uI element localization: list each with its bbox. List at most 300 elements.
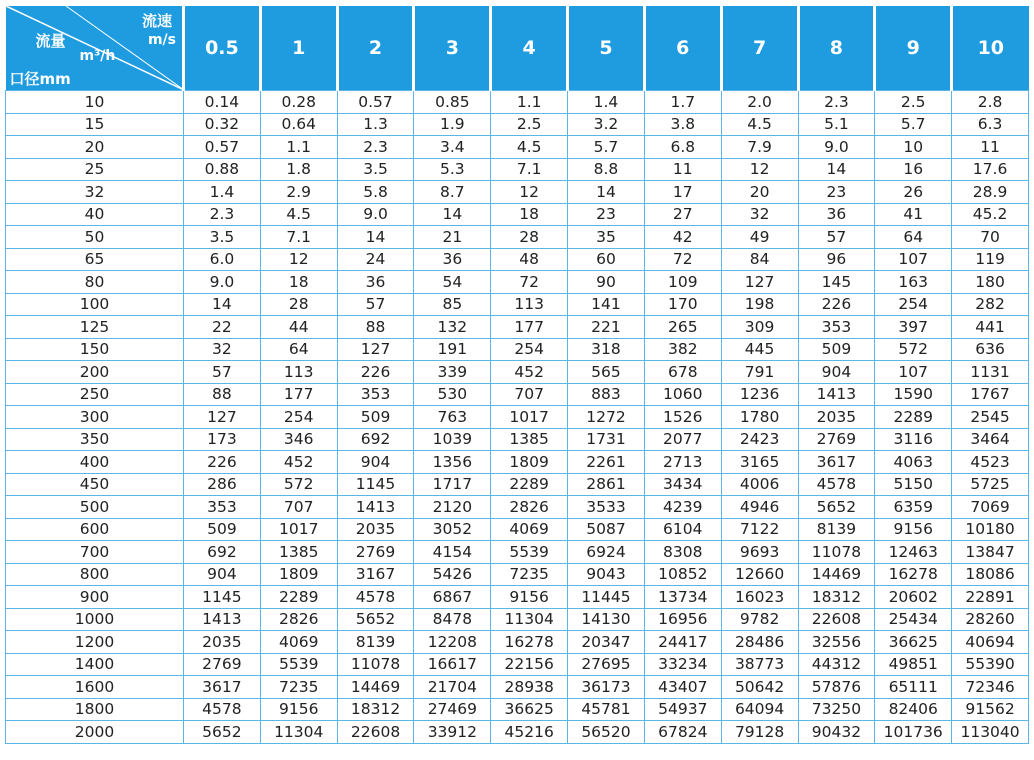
flow-cell: 141 bbox=[568, 293, 645, 316]
flow-cell: 1385 bbox=[491, 428, 568, 451]
flow-cell: 127 bbox=[721, 271, 798, 294]
flow-cell: 10852 bbox=[644, 563, 721, 586]
flow-cell: 346 bbox=[260, 428, 337, 451]
flow-cell: 1.7 bbox=[644, 91, 721, 114]
flow-cell: 36625 bbox=[875, 631, 952, 654]
flow-cell: 3.8 bbox=[644, 113, 721, 136]
flow-cell: 6.0 bbox=[184, 248, 261, 271]
table-row bbox=[6, 248, 1029, 271]
flow-cell: 7.9 bbox=[721, 136, 798, 159]
flow-cell: 8478 bbox=[414, 608, 491, 631]
velocity-header: 6 bbox=[644, 6, 721, 91]
table-row bbox=[6, 676, 1029, 699]
flow-cell: 88 bbox=[337, 316, 414, 339]
diameter-cell: 50 bbox=[6, 226, 184, 249]
flow-cell: 2.9 bbox=[260, 181, 337, 204]
flow-cell: 3052 bbox=[414, 518, 491, 541]
flow-cell: 5.8 bbox=[337, 181, 414, 204]
table-row bbox=[6, 383, 1029, 406]
flow-cell: 2769 bbox=[337, 541, 414, 564]
flow-cell: 90432 bbox=[798, 721, 875, 744]
flow-cell: 12463 bbox=[875, 541, 952, 564]
flow-cell: 22156 bbox=[491, 653, 568, 676]
flow-rate-table bbox=[5, 6, 1029, 744]
flow-cell: 28260 bbox=[952, 608, 1029, 631]
flow-cell: 16023 bbox=[721, 586, 798, 609]
diameter-cell: 80 bbox=[6, 271, 184, 294]
flow-cell: 2035 bbox=[798, 406, 875, 429]
diameter-cell: 1200 bbox=[6, 631, 184, 654]
flow-cell: 49 bbox=[721, 226, 798, 249]
flow-cell: 64 bbox=[875, 226, 952, 249]
table-row bbox=[6, 631, 1029, 654]
flow-cell: 1145 bbox=[184, 586, 261, 609]
flow-cell: 5.7 bbox=[568, 136, 645, 159]
flow-cell: 3434 bbox=[644, 473, 721, 496]
flow-cell: 41 bbox=[875, 203, 952, 226]
flow-cell: 1.1 bbox=[491, 91, 568, 114]
flow-cell: 173 bbox=[184, 428, 261, 451]
flow-cell: 5539 bbox=[491, 541, 568, 564]
flow-cell: 5652 bbox=[184, 721, 261, 744]
flow-cell: 2826 bbox=[491, 496, 568, 519]
flow-cell: 10 bbox=[875, 136, 952, 159]
flow-cell: 5539 bbox=[260, 653, 337, 676]
flow-cell: 127 bbox=[337, 338, 414, 361]
diameter-cell: 200 bbox=[6, 361, 184, 384]
diameter-cell: 150 bbox=[6, 338, 184, 361]
flow-cell: 22891 bbox=[952, 586, 1029, 609]
flow-cell: 3464 bbox=[952, 428, 1029, 451]
flow-cell: 904 bbox=[798, 361, 875, 384]
flow-cell: 4069 bbox=[260, 631, 337, 654]
flow-cell: 6.3 bbox=[952, 113, 1029, 136]
table-row bbox=[6, 563, 1029, 586]
flow-cell: 6867 bbox=[414, 586, 491, 609]
flow-cell: 82406 bbox=[875, 698, 952, 721]
flow-cell: 27469 bbox=[414, 698, 491, 721]
table-row bbox=[6, 226, 1029, 249]
flow-cell: 452 bbox=[260, 451, 337, 474]
diameter-cell: 1800 bbox=[6, 698, 184, 721]
table-row bbox=[6, 451, 1029, 474]
flow-cell: 397 bbox=[875, 316, 952, 339]
flow-cell: 119 bbox=[952, 248, 1029, 271]
flow-cell: 309 bbox=[721, 316, 798, 339]
flow-cell: 4006 bbox=[721, 473, 798, 496]
flow-cell: 254 bbox=[875, 293, 952, 316]
flow-cell: 286 bbox=[184, 473, 261, 496]
table-row bbox=[6, 608, 1029, 631]
flow-cell: 904 bbox=[184, 563, 261, 586]
flow-cell: 35 bbox=[568, 226, 645, 249]
flow-cell: 6104 bbox=[644, 518, 721, 541]
flow-cell: 3167 bbox=[337, 563, 414, 586]
flow-cell: 21 bbox=[414, 226, 491, 249]
flow-cell: 14 bbox=[568, 181, 645, 204]
flow-cell: 5.1 bbox=[798, 113, 875, 136]
flow-cell: 28 bbox=[260, 293, 337, 316]
diameter-cell: 350 bbox=[6, 428, 184, 451]
flow-cell: 45216 bbox=[491, 721, 568, 744]
flow-cell: 18312 bbox=[798, 586, 875, 609]
flow-cell: 48 bbox=[491, 248, 568, 271]
flow-cell: 43407 bbox=[644, 676, 721, 699]
flow-cell: 27695 bbox=[568, 653, 645, 676]
flow-cell: 177 bbox=[491, 316, 568, 339]
velocity-header: 9 bbox=[875, 6, 952, 91]
flow-cell: 3.5 bbox=[337, 158, 414, 181]
flow-cell: 9.0 bbox=[798, 136, 875, 159]
flow-cell: 107 bbox=[875, 248, 952, 271]
flow-cell: 60 bbox=[568, 248, 645, 271]
flow-cell: 2.5 bbox=[491, 113, 568, 136]
flow-cell: 16956 bbox=[644, 608, 721, 631]
flow-cell: 14 bbox=[414, 203, 491, 226]
flow-cell: 1145 bbox=[337, 473, 414, 496]
flow-cell: 16278 bbox=[491, 631, 568, 654]
flow-cell: 353 bbox=[184, 496, 261, 519]
flow-cell: 85 bbox=[414, 293, 491, 316]
flow-cell: 54937 bbox=[644, 698, 721, 721]
flow-cell: 18 bbox=[260, 271, 337, 294]
flow-cell: 2289 bbox=[491, 473, 568, 496]
flow-cell: 1039 bbox=[414, 428, 491, 451]
flow-cell: 64094 bbox=[721, 698, 798, 721]
flow-cell: 2.0 bbox=[721, 91, 798, 114]
diameter-cell: 250 bbox=[6, 383, 184, 406]
flow-cell: 3617 bbox=[798, 451, 875, 474]
flow-cell: 16617 bbox=[414, 653, 491, 676]
flow-cell: 36173 bbox=[568, 676, 645, 699]
flow-cell: 4946 bbox=[721, 496, 798, 519]
flow-cell: 509 bbox=[337, 406, 414, 429]
flow-cell: 14469 bbox=[337, 676, 414, 699]
flow-cell: 33234 bbox=[644, 653, 721, 676]
flow-cell: 7.1 bbox=[491, 158, 568, 181]
flow-cell: 9156 bbox=[491, 586, 568, 609]
diameter-cell: 65 bbox=[6, 248, 184, 271]
flow-cell: 14469 bbox=[798, 563, 875, 586]
flow-cell: 198 bbox=[721, 293, 798, 316]
flow-cell: 353 bbox=[337, 383, 414, 406]
flow-cell: 20347 bbox=[568, 631, 645, 654]
flow-cell: 113040 bbox=[952, 721, 1029, 744]
flow-cell: 9.0 bbox=[337, 203, 414, 226]
flow-cell: 441 bbox=[952, 316, 1029, 339]
flow-cell: 22608 bbox=[798, 608, 875, 631]
flow-cell: 22608 bbox=[337, 721, 414, 744]
flow-cell: 101736 bbox=[875, 721, 952, 744]
flow-cell: 282 bbox=[952, 293, 1029, 316]
flow-label: 流量 bbox=[35, 32, 66, 50]
flow-cell: 2035 bbox=[337, 518, 414, 541]
flow-cell: 72 bbox=[644, 248, 721, 271]
velocity-header: 8 bbox=[798, 6, 875, 91]
flow-cell: 5426 bbox=[414, 563, 491, 586]
flow-cell: 79128 bbox=[721, 721, 798, 744]
flow-cell: 1131 bbox=[952, 361, 1029, 384]
flow-unit: m³/h bbox=[79, 48, 116, 64]
flow-cell: 24417 bbox=[644, 631, 721, 654]
flow-cell: 4069 bbox=[491, 518, 568, 541]
flow-cell: 96 bbox=[798, 248, 875, 271]
flow-cell: 1413 bbox=[184, 608, 261, 631]
diameter-cell: 700 bbox=[6, 541, 184, 564]
flow-cell: 678 bbox=[644, 361, 721, 384]
flow-cell: 226 bbox=[184, 451, 261, 474]
flow-cell: 265 bbox=[644, 316, 721, 339]
flow-cell: 2077 bbox=[644, 428, 721, 451]
diameter-cell: 100 bbox=[6, 293, 184, 316]
flow-cell: 0.57 bbox=[184, 136, 261, 159]
flow-cell: 9156 bbox=[260, 698, 337, 721]
diameter-cell: 1400 bbox=[6, 653, 184, 676]
flow-cell: 4239 bbox=[644, 496, 721, 519]
flow-cell: 226 bbox=[337, 361, 414, 384]
table-row bbox=[6, 181, 1029, 204]
table-row bbox=[6, 473, 1029, 496]
flow-cell: 44312 bbox=[798, 653, 875, 676]
diameter-cell: 32 bbox=[6, 181, 184, 204]
diameter-cell: 15 bbox=[6, 113, 184, 136]
table-row bbox=[6, 338, 1029, 361]
flow-cell: 49851 bbox=[875, 653, 952, 676]
flow-cell: 5150 bbox=[875, 473, 952, 496]
velocity-header: 10 bbox=[952, 6, 1029, 91]
flow-cell: 7122 bbox=[721, 518, 798, 541]
flow-cell: 9693 bbox=[721, 541, 798, 564]
flow-cell: 3.5 bbox=[184, 226, 261, 249]
flow-cell: 36625 bbox=[491, 698, 568, 721]
flow-cell: 45781 bbox=[568, 698, 645, 721]
flow-cell: 2261 bbox=[568, 451, 645, 474]
flow-cell: 2.3 bbox=[184, 203, 261, 226]
flow-cell: 145 bbox=[798, 271, 875, 294]
flow-cell: 6359 bbox=[875, 496, 952, 519]
flow-cell: 4523 bbox=[952, 451, 1029, 474]
flow-cell: 14 bbox=[184, 293, 261, 316]
flow-cell: 4154 bbox=[414, 541, 491, 564]
flow-cell: 3.2 bbox=[568, 113, 645, 136]
flow-cell: 2035 bbox=[184, 631, 261, 654]
flow-cell: 2545 bbox=[952, 406, 1029, 429]
flow-cell: 2769 bbox=[184, 653, 261, 676]
flow-cell: 445 bbox=[721, 338, 798, 361]
flow-cell: 2.8 bbox=[952, 91, 1029, 114]
flow-cell: 0.64 bbox=[260, 113, 337, 136]
flow-cell: 9.0 bbox=[184, 271, 261, 294]
flow-cell: 32 bbox=[184, 338, 261, 361]
flow-cell: 11 bbox=[952, 136, 1029, 159]
table-row bbox=[6, 91, 1029, 114]
flow-cell: 2826 bbox=[260, 608, 337, 631]
flow-cell: 28938 bbox=[491, 676, 568, 699]
header-row bbox=[6, 6, 1029, 91]
velocity-header: 2 bbox=[337, 6, 414, 91]
flow-cell: 1809 bbox=[491, 451, 568, 474]
flow-cell: 509 bbox=[798, 338, 875, 361]
table-body bbox=[6, 91, 1029, 744]
flow-cell: 5652 bbox=[337, 608, 414, 631]
flow-cell: 64 bbox=[260, 338, 337, 361]
table-row bbox=[6, 518, 1029, 541]
flow-cell: 177 bbox=[260, 383, 337, 406]
table-row bbox=[6, 496, 1029, 519]
flow-cell: 1.3 bbox=[337, 113, 414, 136]
flow-cell: 18312 bbox=[337, 698, 414, 721]
flow-cell: 2289 bbox=[260, 586, 337, 609]
flow-cell: 572 bbox=[875, 338, 952, 361]
velocity-header: 0.5 bbox=[184, 6, 261, 91]
flow-cell: 0.85 bbox=[414, 91, 491, 114]
flow-cell: 22 bbox=[184, 316, 261, 339]
flow-cell: 0.57 bbox=[337, 91, 414, 114]
diameter-cell: 300 bbox=[6, 406, 184, 429]
table-row bbox=[6, 698, 1029, 721]
flow-cell: 4578 bbox=[337, 586, 414, 609]
diameter-cell: 450 bbox=[6, 473, 184, 496]
diameter-cell: 500 bbox=[6, 496, 184, 519]
flow-cell: 883 bbox=[568, 383, 645, 406]
flow-cell: 7.1 bbox=[260, 226, 337, 249]
flow-cell: 88 bbox=[184, 383, 261, 406]
flow-cell: 72 bbox=[491, 271, 568, 294]
flow-cell: 11304 bbox=[260, 721, 337, 744]
flow-cell: 36 bbox=[414, 248, 491, 271]
flow-cell: 6924 bbox=[568, 541, 645, 564]
flow-cell: 1236 bbox=[721, 383, 798, 406]
flow-cell: 318 bbox=[568, 338, 645, 361]
flow-cell: 16 bbox=[875, 158, 952, 181]
flow-cell: 17 bbox=[644, 181, 721, 204]
table-row bbox=[6, 721, 1029, 744]
flow-cell: 0.88 bbox=[184, 158, 261, 181]
velocity-header: 1 bbox=[260, 6, 337, 91]
flow-cell: 1809 bbox=[260, 563, 337, 586]
flow-cell: 6.8 bbox=[644, 136, 721, 159]
table-row bbox=[6, 293, 1029, 316]
flow-cell: 20 bbox=[721, 181, 798, 204]
flow-cell: 791 bbox=[721, 361, 798, 384]
flow-cell: 1017 bbox=[260, 518, 337, 541]
flow-cell: 44 bbox=[260, 316, 337, 339]
flow-cell: 42 bbox=[644, 226, 721, 249]
flow-cell: 40694 bbox=[952, 631, 1029, 654]
flow-cell: 16278 bbox=[875, 563, 952, 586]
table-row bbox=[6, 203, 1029, 226]
flow-cell: 2.3 bbox=[337, 136, 414, 159]
diameter-cell: 600 bbox=[6, 518, 184, 541]
flow-cell: 707 bbox=[491, 383, 568, 406]
flow-cell: 50642 bbox=[721, 676, 798, 699]
flow-cell: 3116 bbox=[875, 428, 952, 451]
flow-cell: 254 bbox=[491, 338, 568, 361]
flow-cell: 4.5 bbox=[721, 113, 798, 136]
flow-cell: 1.9 bbox=[414, 113, 491, 136]
flow-cell: 9043 bbox=[568, 563, 645, 586]
flow-cell: 1413 bbox=[337, 496, 414, 519]
diameter-cell: 125 bbox=[6, 316, 184, 339]
flow-cell: 382 bbox=[644, 338, 721, 361]
flow-cell: 1413 bbox=[798, 383, 875, 406]
flow-cell: 67824 bbox=[644, 721, 721, 744]
speed-label: 流速 bbox=[141, 12, 172, 30]
flow-cell: 2120 bbox=[414, 496, 491, 519]
flow-cell: 113 bbox=[491, 293, 568, 316]
flow-cell: 56520 bbox=[568, 721, 645, 744]
diameter-cell: 400 bbox=[6, 451, 184, 474]
flow-cell: 45.2 bbox=[952, 203, 1029, 226]
flow-cell: 17.6 bbox=[952, 158, 1029, 181]
flow-cell: 1526 bbox=[644, 406, 721, 429]
flow-cell: 127 bbox=[184, 406, 261, 429]
flow-cell: 339 bbox=[414, 361, 491, 384]
table-row bbox=[6, 541, 1029, 564]
flow-cell: 1.1 bbox=[260, 136, 337, 159]
flow-cell: 3617 bbox=[184, 676, 261, 699]
flow-cell: 20602 bbox=[875, 586, 952, 609]
flow-cell: 1017 bbox=[491, 406, 568, 429]
flow-cell: 38773 bbox=[721, 653, 798, 676]
flow-cell: 221 bbox=[568, 316, 645, 339]
flow-cell: 84 bbox=[721, 248, 798, 271]
flow-cell: 5.3 bbox=[414, 158, 491, 181]
flow-cell: 2289 bbox=[875, 406, 952, 429]
flow-cell: 13734 bbox=[644, 586, 721, 609]
flow-cell: 2861 bbox=[568, 473, 645, 496]
diameter-cell: 900 bbox=[6, 586, 184, 609]
velocity-header: 5 bbox=[568, 6, 645, 91]
diameter-cell: 1600 bbox=[6, 676, 184, 699]
velocity-header: 7 bbox=[721, 6, 798, 91]
flow-table-container bbox=[5, 6, 1029, 744]
flow-cell: 11078 bbox=[798, 541, 875, 564]
flow-cell: 707 bbox=[260, 496, 337, 519]
flow-cell: 32556 bbox=[798, 631, 875, 654]
flow-cell: 7069 bbox=[952, 496, 1029, 519]
flow-cell: 0.14 bbox=[184, 91, 261, 114]
table-row bbox=[6, 586, 1029, 609]
flow-cell: 4063 bbox=[875, 451, 952, 474]
flow-cell: 1717 bbox=[414, 473, 491, 496]
flow-cell: 163 bbox=[875, 271, 952, 294]
flow-cell: 14 bbox=[337, 226, 414, 249]
flow-cell: 2423 bbox=[721, 428, 798, 451]
flow-cell: 65111 bbox=[875, 676, 952, 699]
flow-cell: 572 bbox=[260, 473, 337, 496]
flow-cell: 1.8 bbox=[260, 158, 337, 181]
flow-cell: 0.32 bbox=[184, 113, 261, 136]
flow-cell: 8.8 bbox=[568, 158, 645, 181]
flow-cell: 36 bbox=[337, 271, 414, 294]
flow-cell: 11078 bbox=[337, 653, 414, 676]
flow-cell: 2769 bbox=[798, 428, 875, 451]
flow-cell: 28.9 bbox=[952, 181, 1029, 204]
flow-cell: 1767 bbox=[952, 383, 1029, 406]
diameter-cell: 40 bbox=[6, 203, 184, 226]
flow-cell: 28486 bbox=[721, 631, 798, 654]
corner-header-cell bbox=[6, 6, 184, 91]
flow-cell: 353 bbox=[798, 316, 875, 339]
velocity-header: 3 bbox=[414, 6, 491, 91]
flow-cell: 0.28 bbox=[260, 91, 337, 114]
flow-cell: 763 bbox=[414, 406, 491, 429]
flow-cell: 27 bbox=[644, 203, 721, 226]
flow-cell: 4.5 bbox=[491, 136, 568, 159]
diameter-cell: 10 bbox=[6, 91, 184, 114]
diameter-label: 口径mm bbox=[9, 70, 71, 88]
